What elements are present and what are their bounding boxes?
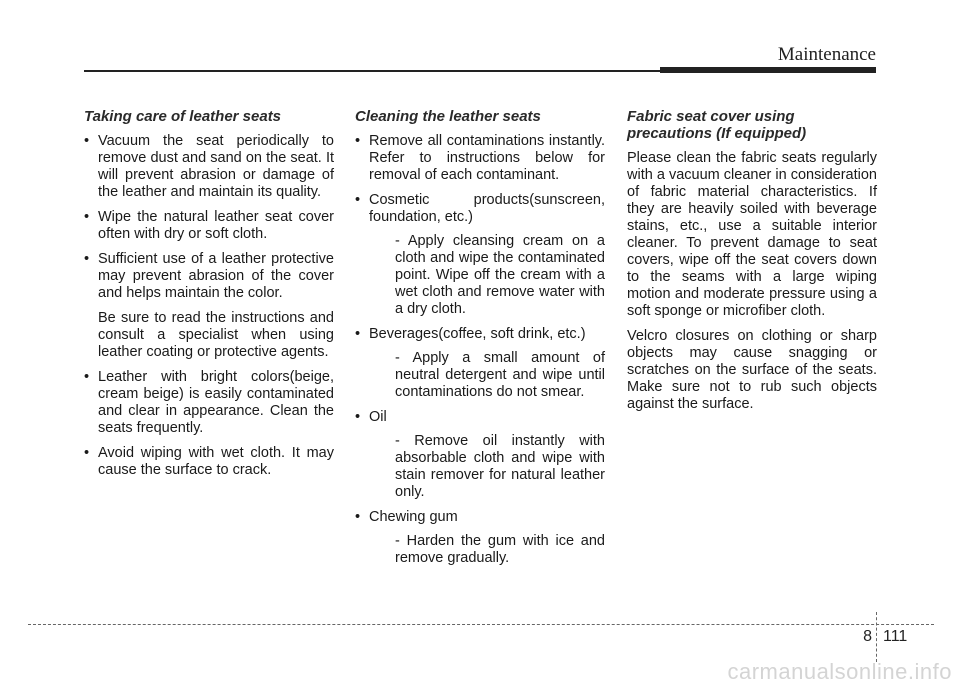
list-item (355, 326, 605, 401)
bullet-icon: • (355, 192, 361, 208)
column-leather-cleaning (355, 108, 605, 575)
list-item-text: Cosmetic products(sunscreen, foundation, etc.) (369, 192, 605, 225)
bullet-icon: • (355, 133, 361, 149)
column-leather-care (84, 108, 334, 487)
list-item-text: Sufficient use of a leather protective may prevent abrasion of the cover and helps maintain the color. (98, 251, 334, 301)
sub-instruction-text: - Harden the gum with ice and remove gradually. (395, 533, 605, 566)
watermark: carmanualsonline.info (727, 659, 952, 684)
page-number: 111 (883, 628, 908, 645)
sub-instruction (369, 533, 605, 567)
footer-separator (876, 612, 877, 662)
sub-instruction (369, 233, 605, 318)
list-item-text: Remove all contaminations instantly. Refer to instructions below for removal of each contaminant. (369, 133, 605, 183)
sub-instruction-text: - Remove oil instantly with absorbable cloth and wipe with stain remover for natural leather only. (395, 433, 605, 500)
list-item (355, 192, 605, 318)
list-item (84, 445, 334, 479)
chapter-number: 8 (863, 628, 872, 645)
list-item-text: Beverages(coffee, soft drink, etc.) (369, 326, 586, 342)
header-rule (84, 70, 660, 72)
bullet-icon: • (84, 445, 90, 461)
bullet-icon: • (84, 369, 90, 385)
bullet-list (84, 133, 334, 479)
bullet-icon: • (355, 409, 361, 425)
bullet-icon: • (355, 326, 361, 342)
list-item-text: Chewing gum (369, 509, 458, 525)
list-item (355, 409, 605, 501)
list-item-text: Wipe the natural leather seat cover often with dry or soft cloth. (98, 209, 334, 242)
section-heading: Cleaning the leather seats (355, 108, 541, 125)
header-rule-accent (660, 67, 876, 73)
list-item (84, 209, 334, 243)
bullet-list (355, 133, 605, 567)
body-paragraph: Velcro closures on clothing or sharp objects may cause snagging or scratches on the surface of the seats. Make sure not to rub such objects against the surface. (627, 328, 877, 412)
sub-instruction (369, 350, 605, 401)
bullet-icon: • (355, 509, 361, 525)
sub-instruction-text: - Apply cleansing cream on a cloth and wipe the contaminated point. Wipe off the cream with a wet cloth and remove water with a dry cloth. (395, 233, 605, 317)
body-paragraph: Please clean the fabric seats regularly with a vacuum cleaner in consideration of fabric material characteristics. If they are heavily soiled with beverage stains, etc., use a suitable interior cleaner. To prevent damage to seat covers, wipe off the seat covers down to the seams with a large wiping motion and moderate pressure using a soft sponge or microfiber cloth. (627, 150, 877, 319)
list-item-text: Leather with bright colors(beige, cream beige) is easily contaminated and clear in appearance. Clean the seats frequently. (98, 369, 334, 436)
list-item (84, 251, 334, 361)
list-item-text: Vacuum the seat periodically to remove dust and sand on the seat. It will prevent abrasion or damage of the leather and maintain its quality. (98, 133, 334, 200)
bullet-icon: • (84, 209, 90, 225)
section-heading: Taking care of leather seats (84, 108, 282, 125)
list-item-text: Oil (369, 409, 387, 425)
list-item (84, 133, 334, 201)
page-header-title: Maintenance (777, 44, 876, 65)
footer-rule (28, 624, 934, 625)
sub-instruction-text: - Apply a small amount of neutral detergent and wipe until contaminations do not smear. (395, 350, 605, 400)
list-item (84, 369, 334, 437)
list-item-text: Avoid wiping with wet cloth. It may cause the surface to crack. (98, 445, 334, 478)
sub-instruction (369, 433, 605, 501)
bullet-icon: • (84, 251, 90, 267)
column-fabric-seats (627, 108, 877, 421)
list-item-subparagraph: Be sure to read the instructions and consult a specialist when using leather coating or protective agents. (98, 310, 334, 360)
list-item (355, 509, 605, 567)
bullet-icon: • (84, 133, 90, 149)
section-heading: Fabric seat cover using precautions (If equipped) (627, 108, 807, 142)
list-item (355, 133, 605, 184)
